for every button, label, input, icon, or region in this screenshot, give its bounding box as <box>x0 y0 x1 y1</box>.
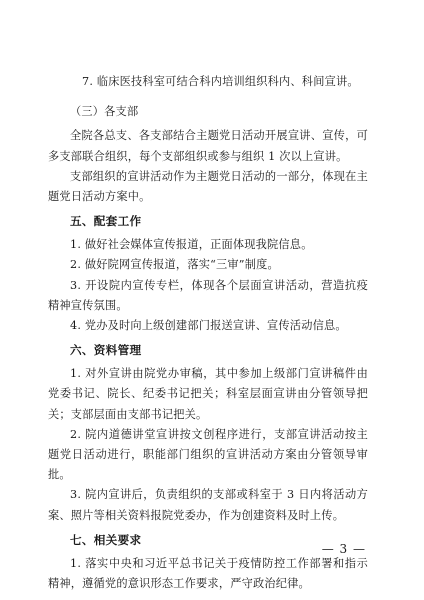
materials-item-1: 1. 对外宣讲由院党办审稿，其中参加上级部门宣讲稿件由党委书记、院长、纪委书记把关；科室层面宣讲由分管领导把关；支部层面由支部书记把关。 <box>48 367 368 421</box>
supporting-item-1: 1. 做好社会媒体宣传报道，正面体现我院信息。 <box>70 238 313 252</box>
heading-requirements: 七、相关要求 <box>70 532 142 547</box>
supporting-item-3: 3. 开设院内宣传专栏，体现各个层面宣讲活动，营造抗疫精神宣传氛围。 <box>48 278 368 312</box>
supporting-item-4: 4. 党办及时向上级创建部门报送宣讲、宣传活动信息。 <box>70 319 347 333</box>
materials-item-3: 3. 院内宣讲后，负责组织的支部或科室于 3 日内将活动方案、照片等相关资料报院党委办，作为创建资料及时上传。 <box>48 488 368 522</box>
heading-supporting-work: 五、配套工作 <box>70 214 142 229</box>
paragraph-branch-lectures: 全院各总支、各支部结合主题党日活动开展宣讲、宣传，可多支部联合组织，每个支部组织或参与组织 1 次以上宣讲。 <box>48 129 368 163</box>
item-7-clinical: 7. 临床医技科室可结合科内培训组织科内、科间宣讲。 <box>82 75 359 88</box>
heading-materials-management: 六、资料管理 <box>70 343 142 358</box>
requirements-item-1: 1. 落实中央和习近平总书记关于疫情防控工作部署和指示精神，遵循党的意识形态工作要求，严守政治纪律。 <box>48 556 368 591</box>
materials-item-2: 2. 院内道德讲堂宣讲按文创程序进行，支部宣讲活动按主题党日活动进行，职能部门组织的宣讲活动方案由分管领导审批。 <box>48 427 368 482</box>
supporting-item-2: 2. 做好院网宣传报道，落实“三审”制度。 <box>70 258 279 272</box>
page-number: — 3 — <box>321 542 366 556</box>
subsection-branches: （三）各支部 <box>70 105 139 119</box>
paragraph-branch-activity: 支部组织的宣讲活动作为主题党日活动的一部分，体现在主题党日活动方案中。 <box>48 169 368 204</box>
